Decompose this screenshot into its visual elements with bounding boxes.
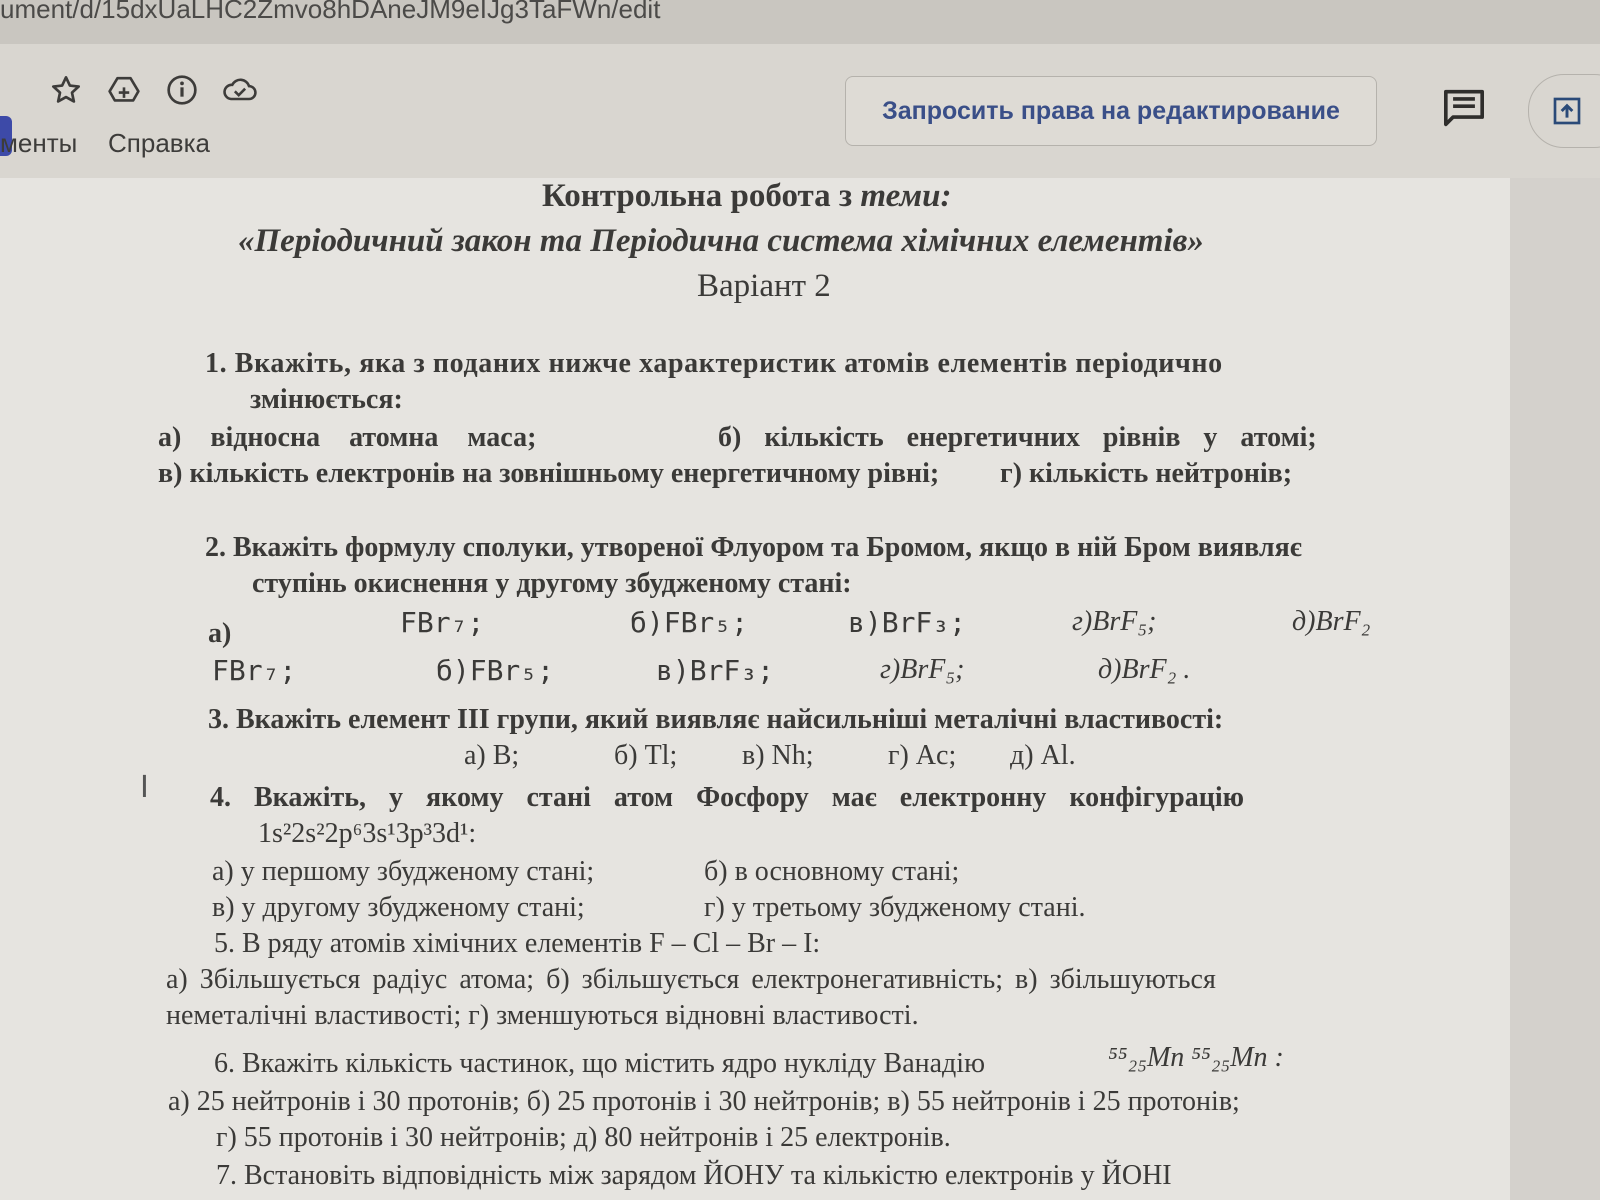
q3-option-e: д) Al. xyxy=(1010,740,1076,771)
question-4: 4. Вкажіть, у якому стані атом Фосфору має електронну конфігурацію xyxy=(210,782,1245,813)
q3-option-a: а) B; xyxy=(464,740,520,771)
q2-row1-label: а) xyxy=(208,618,232,649)
document-page[interactable] xyxy=(0,178,1510,1200)
upload-icon xyxy=(1551,95,1583,132)
q2-row2-option-a: FBr₇; xyxy=(212,654,297,687)
q2-row2-option-e: д)BrF₂ . xyxy=(1098,654,1191,685)
q2-row1-option-c: в)BrF₃; xyxy=(848,606,967,639)
question-7: 7. Встановіть відповідність між зарядом ЙОНУ та кількістю електронів у ЙОНІ xyxy=(216,1160,1172,1191)
q1-option-c: в) кількість електронів на зовнішньому енергетичному рівні; xyxy=(158,458,940,489)
q5-options-line2: неметалічні властивості; г) зменшуються відновні властивості. xyxy=(166,1000,919,1031)
q2-row1-option-e: д)BrF₂ xyxy=(1292,606,1371,637)
q6-nuclide: ⁵⁵₂₅Mn ⁵⁵₂₅Mn : xyxy=(1108,1042,1284,1073)
right-gutter xyxy=(1510,178,1600,1200)
docs-toolbar xyxy=(0,44,1600,178)
q6-options-line2: г) 55 протонів і 30 нейтронів; д) 80 нейтронів і 25 електронів. xyxy=(216,1122,951,1153)
share-button[interactable] xyxy=(1528,74,1600,148)
question-2-line2: ступінь окиснення у другому збудженому стані: xyxy=(252,568,852,599)
question-5: 5. В ряду атомів хімічних елементів F – Cl – Br – I: xyxy=(214,928,821,959)
q2-row2-option-b: б)FBr₅; xyxy=(436,654,555,687)
q1-option-d: г) кількість нейтронів; xyxy=(1000,458,1293,489)
question-1-line2: змінюється: xyxy=(250,384,403,415)
question-1: 1. Вкажіть, яка з поданих нижче характеристик атомів елементів періодично xyxy=(205,348,1223,379)
cloud-status-icon[interactable] xyxy=(222,72,258,108)
q1-option-b: б) кількість енергетичних рівнів у атомі; xyxy=(718,422,1317,453)
q5-options-line1: а) Збільшується радіус атома; б) збільшується електронегативність; в) збільшуються xyxy=(166,964,1216,995)
request-edit-access-button[interactable]: Запросить права на редактирование xyxy=(845,76,1377,146)
info-icon[interactable] xyxy=(164,72,200,108)
q2-row1-option-b: б)FBr₅; xyxy=(630,606,749,639)
url-text[interactable]: ument/d/15dxUaLHC2Zmvo8hDAneJM9eIJg3TaFWn/edit xyxy=(0,0,661,24)
q3-option-c: в) Nh; xyxy=(742,740,814,771)
q3-option-b: б) Tl; xyxy=(614,740,678,771)
address-bar[interactable] xyxy=(0,0,1600,45)
q4-option-c: в) у другому збудженому стані; xyxy=(212,892,585,923)
q4-electron-config: 1s²2s²2p⁶3s¹3p³3d¹: xyxy=(258,818,477,849)
q2-row1-option-a: FBr₇; xyxy=(400,606,485,639)
question-6: 6. Вкажіть кількість частинок, що містить ядро нукліду Ванадію xyxy=(214,1048,985,1079)
question-3: 3. Вкажіть елемент ІІІ групи, який виявляє найсильніші металічні властивості: xyxy=(208,704,1224,735)
q2-row2-option-d: г)BrF₅; xyxy=(880,654,965,685)
menu-tools[interactable]: менты xyxy=(0,128,78,158)
doc-title-line2: «Періодичний закон та Періодична система хімічних елементів» xyxy=(238,223,1204,259)
text-cursor-icon: I xyxy=(140,770,149,805)
q4-option-a: а) у першому збудженому стані; xyxy=(212,856,595,887)
q6-options-line1: а) 25 нейтронів і 30 протонів; б) 25 протонів і 30 нейтронів; в) 55 нейтронів і 25 протонів; xyxy=(168,1086,1240,1117)
q2-row2-option-c: в)BrF₃; xyxy=(656,654,775,687)
move-to-drive-icon[interactable] xyxy=(106,72,142,108)
doc-title-variant: Варіант 2 xyxy=(697,268,831,304)
q1-option-a: а) відносна атомна маса; xyxy=(158,422,537,453)
q4-option-b: б) в основному стані; xyxy=(704,856,960,887)
menu-help[interactable]: Справка xyxy=(108,128,210,158)
doc-title-line1: Контрольна робота з теми: xyxy=(542,178,952,214)
comments-icon[interactable] xyxy=(1440,84,1488,132)
q2-row1-option-d: г)BrF₅; xyxy=(1072,606,1157,637)
question-2: 2. Вкажіть формулу сполуки, утвореної Флуором та Бромом, якщо в ній Бром виявляє xyxy=(205,532,1302,563)
q4-option-d: г) у третьому збудженому стані. xyxy=(704,892,1086,923)
star-icon[interactable] xyxy=(48,72,84,108)
q3-option-d: г) Ac; xyxy=(888,740,957,771)
